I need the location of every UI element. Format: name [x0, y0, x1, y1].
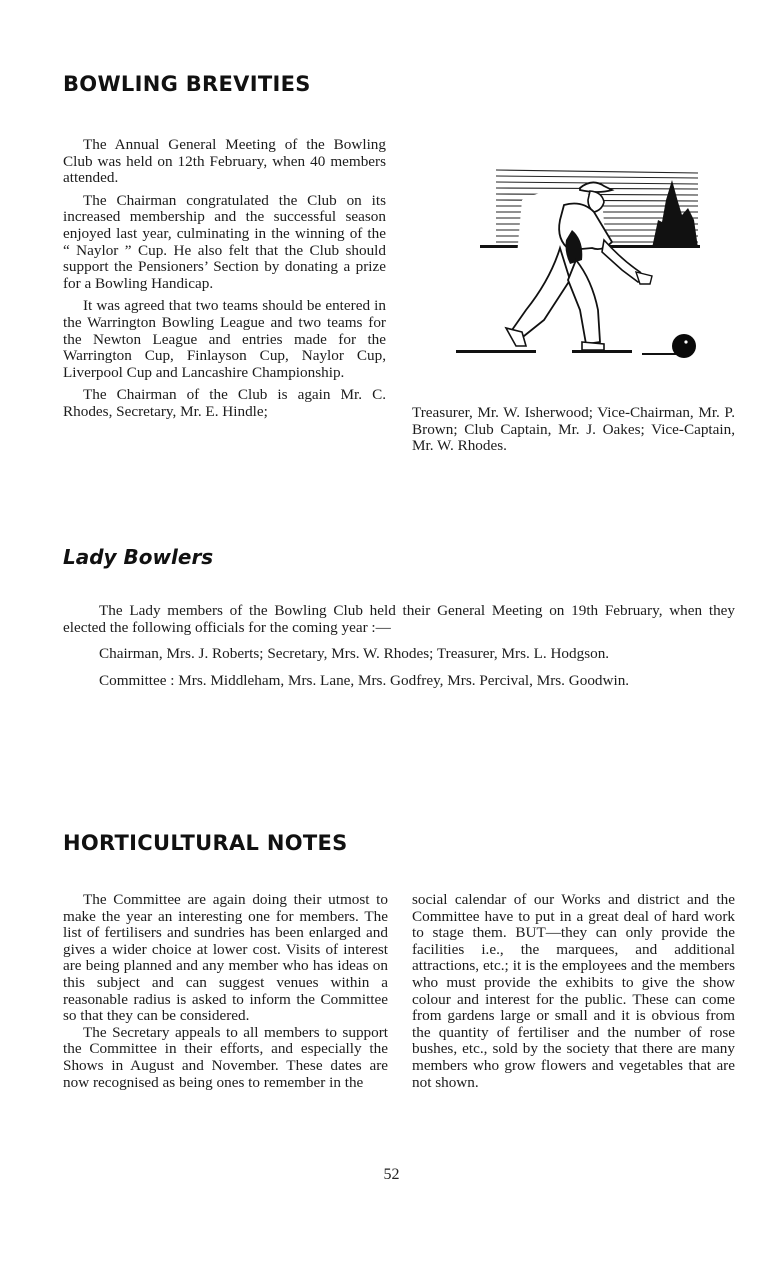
- lady-bowlers-body: [63, 603, 735, 699]
- bowling-brevities-heading: BOWLING BREVITIES: [63, 72, 311, 96]
- paragraph: The Chairman of the Club is again Mr. C. Rhodes, Secretary, Mr. E. Hindle;: [63, 386, 386, 420]
- bowler-illustration-icon: [452, 160, 708, 360]
- paragraph: The Secretary appeals to all members to support the Committee in their efforts, and especially the Shows in August and November. These dates are now recognised as being ones to remember in the: [63, 1023, 388, 1091]
- paragraph: The Annual General Meeting of the Bowling Club was held on 12th February, when 40 members attended.: [63, 136, 386, 187]
- bowling-brevities-left-column: [63, 137, 386, 427]
- horticultural-notes-left-column: [63, 892, 388, 1091]
- lady-bowlers-heading: Lady Bowlers: [63, 545, 214, 569]
- bowling-brevities-right-column: [412, 405, 735, 461]
- lady-bowlers-committee: Committee : Mrs. Middleham, Mrs. Lane, Mrs. Godfrey, Mrs. Percival, Mrs. Goodwin.: [99, 671, 630, 689]
- lady-bowlers-officials: Chairman, Mrs. J. Roberts; Secretary, Mrs. W. Rhodes; Treasurer, Mrs. L. Hodgson.: [99, 645, 610, 663]
- paragraph: The Chairman congratulated the Club on its increased membership and the successful season enjoyed last year, culminating in the winning of the “ Naylor ” Cup. He also felt that the Club should support the Pensioners’ Section by donating a prize for a Bowling Handicap.: [63, 191, 386, 292]
- lady-bowlers-intro: The Lady members of the Bowling Club held their General Meeting on 19th February, when they elected the following officials for the coming year :—: [63, 602, 735, 636]
- paragraph: Treasurer, Mr. W. Isherwood; Vice-Chairman, Mr. P. Brown; Club Captain, Mr. J. Oakes; Vice-Captain, Mr. W. Rhodes.: [412, 404, 735, 455]
- page-number: 52: [383, 1166, 400, 1183]
- horticultural-notes-heading: HORTICULTURAL NOTES: [63, 831, 348, 855]
- horticultural-notes-right-column: [412, 892, 735, 1091]
- paragraph: The Committee are again doing their utmost to make the year an interesting one for members. The list of fertilisers and sundries has been enlarged and gives a wider choice at lower cost. Visits of interest are being planned and any member who has ideas on this subject and can suggest venues within a reasonable radius is asked to inform the Committee so that they can be considered.: [63, 891, 388, 1025]
- paragraph: social calendar of our Works and district and the Committee have to put in a great deal of hard work to stage them. BUT—they can only provide the facilities i.e., the marquees, and additional attractions, etc.; it is the employees and the members who must provide the exhibits to give the show colour and interest for the public. These can come from gardens large or small and it is obvious from the quantity of fertiliser and the number of rose bushes, etc., sold by the society that there are many members who grow flowers and vegetables that are not shown.: [412, 891, 735, 1091]
- paragraph: It was agreed that two teams should be entered in the Warrington Bowling League and two teams for the Newton League and entries made for the Warrington Cup, Finlayson Cup, Naylor Cup, Liverpool Cup and Lancashire Championship.: [63, 297, 386, 381]
